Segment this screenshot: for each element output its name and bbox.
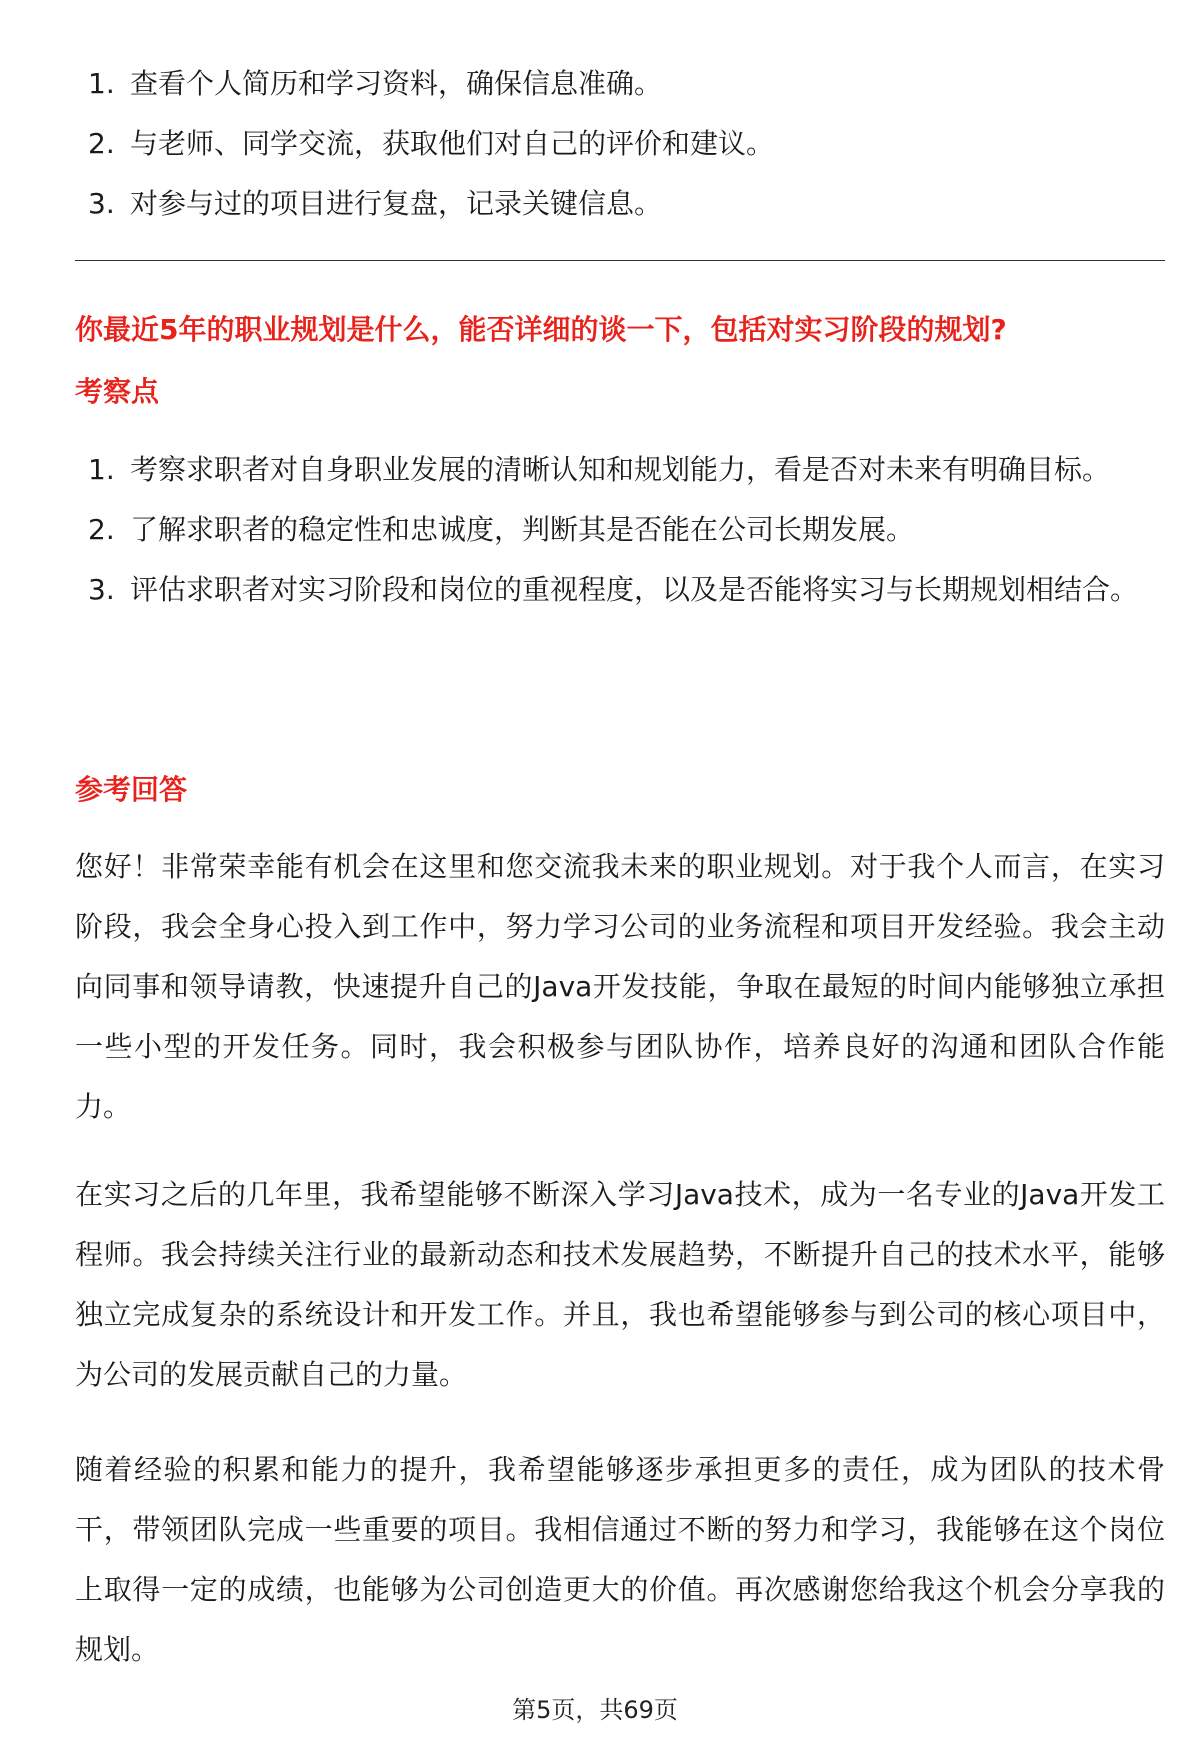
- list-item: [88, 500, 1158, 560]
- list-item: [88, 174, 1158, 234]
- list-text: 考察求职者对自身职业发展的清晰认知和规划能力，看是否对未来有明确目标。: [130, 453, 1111, 486]
- page-footer: 第5页，共69页: [512, 1696, 678, 1724]
- list-text: 与老师、同学交流，获取他们对自己的评价和建议。: [130, 127, 775, 160]
- points-list: [88, 440, 1158, 620]
- list-item: [88, 560, 1158, 620]
- answer-paragraph: 在实习之后的几年里，我希望能够不断深入学习Java技术，成为一名专业的Java开发工程师。我会持续关注行业的最新动态和技术发展趋势，不断提升自己的技术水平，能够独立完成复杂的系统设计和开发工作。并且，我也希望能够参与到公司的核心项目中，为公司的发展贡献自己的力量。: [75, 1178, 1165, 1391]
- section-divider: [75, 260, 1165, 261]
- answer-label: 参考回答: [75, 773, 188, 806]
- list-text: 了解求职者的稳定性和忠诚度，判断其是否能在公司长期发展。: [130, 513, 915, 546]
- answer-paragraph: 您好！非常荣幸能有机会在这里和您交流我未来的职业规划。对于我个人而言，在实习阶段，我会全身心投入到工作中，努力学习公司的业务流程和项目开发经验。我会主动向同事和领导请教，快速提升自己的Java开发技能，争取在最短的时间内能够独立承担一些小型的开发任务。同时，我会积极参与团队协作，培养良好的沟通和团队合作能力。: [75, 850, 1165, 1123]
- list-number: 2.: [88, 127, 115, 160]
- list-text: 查看个人简历和学习资料，确保信息准确。: [130, 67, 663, 100]
- list-number: 3.: [88, 573, 115, 606]
- list-item: [88, 440, 1158, 500]
- preparation-list: [88, 54, 1158, 234]
- list-number: 1.: [88, 453, 115, 486]
- list-number: 3.: [88, 187, 115, 220]
- list-number: 2.: [88, 513, 115, 546]
- answer-paragraph: 随着经验的积累和能力的提升，我希望能够逐步承担更多的责任，成为团队的技术骨干，带领团队完成一些重要的项目。我相信通过不断的努力和学习，我能够在这个岗位上取得一定的成绩，也能够为公司创造更大的价值。再次感谢您给我这个机会分享我的规划。: [75, 1453, 1165, 1666]
- list-item: [88, 114, 1158, 174]
- list-text: 对参与过的项目进行复盘，记录关键信息。: [130, 187, 663, 220]
- points-label: 考察点: [75, 375, 160, 408]
- list-text: 评估求职者对实习阶段和岗位的重视程度，以及是否能将实习与长期规划相结合。: [130, 573, 1139, 606]
- list-item: [88, 54, 1158, 114]
- list-number: 1.: [88, 67, 115, 100]
- question-heading: 你最近5年的职业规划是什么，能否详细的谈一下，包括对实习阶段的规划?: [75, 313, 1007, 346]
